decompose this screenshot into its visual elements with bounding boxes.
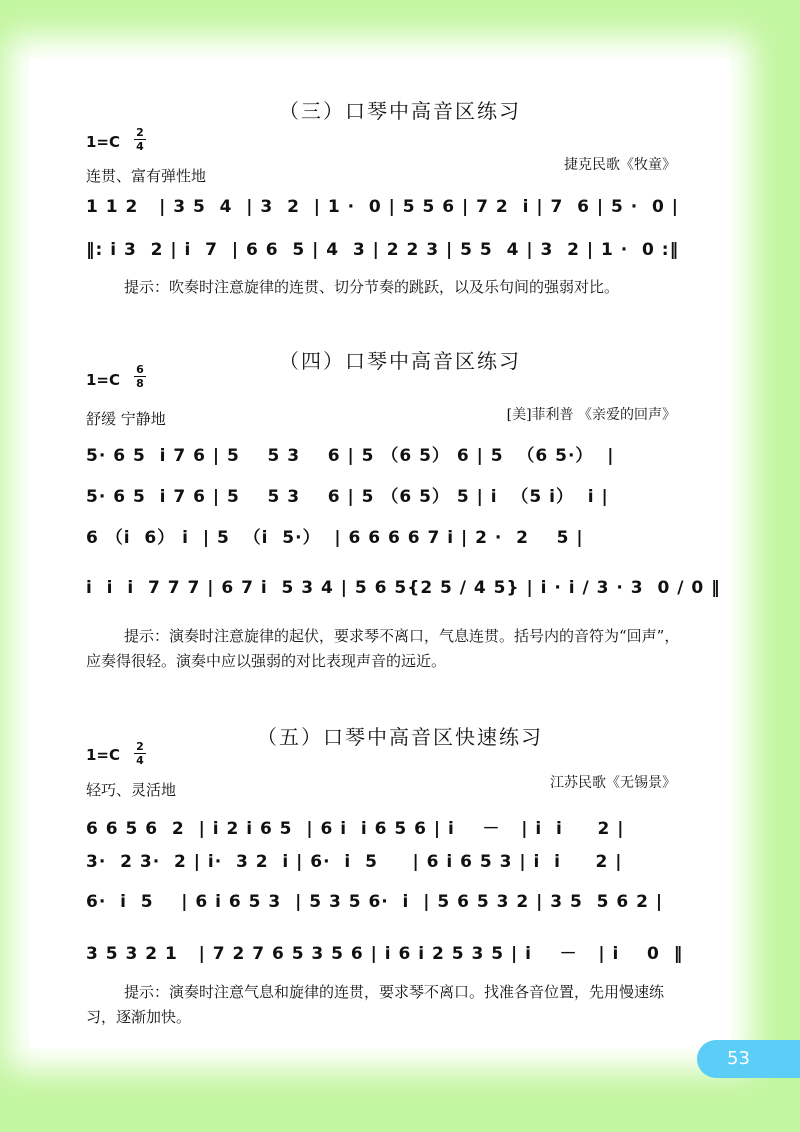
meter-top: 2 xyxy=(136,740,144,753)
tip-text: 提示：吹奏时注意旋律的连贯、切分节奏的跳跃，以及乐句间的强弱对比。 xyxy=(124,278,620,296)
notation-line: i i i 7 7 7 | 6 7 i 5 3 4 | 5 6 5{2 5 / 4 5} | i · i / 3 · 3 0 / 0 ‖ xyxy=(86,578,721,598)
expression-mark: 连贯、富有弹性地 xyxy=(86,167,207,185)
meter-top: 2 xyxy=(136,126,144,139)
section-title-5: （五）口琴中高音区快速练习 xyxy=(257,725,543,749)
notation-line: 5· 6 5 i 7 6 | 5 5 3 6 | 5 （6 5） 5 | i （5 i） i | xyxy=(86,487,609,507)
meter-bottom: 4 xyxy=(136,754,144,767)
key-signature: 1=C xyxy=(86,746,121,764)
time-signature xyxy=(134,364,146,389)
notation-line: 1 1 2 | 3 5 4 | 3 2 | 1 · 0 | 5 5 6 | 7 2 i | 7 6 | 5 · 0 | xyxy=(86,197,679,217)
meter-top: 6 xyxy=(136,363,144,376)
song-source: 江苏民歌《无锡景》 xyxy=(550,775,676,791)
notation-line: ‖: i 3 2 | i 7 | 6 6 5 | 4 3 | 2 2 3 | 5 5 4 | 3 2 | 1 · 0 :‖ xyxy=(86,240,680,260)
song-source: [美]菲利普 《亲爱的回声》 xyxy=(506,407,676,423)
meter-bottom: 4 xyxy=(136,140,144,153)
section-title-4: （四）口琴中高音区练习 xyxy=(279,349,521,373)
song-source: 捷克民歌《牧童》 xyxy=(564,157,676,173)
page-number-badge: 53 xyxy=(697,1040,800,1078)
notation-line: 3 5 3 2 1 | 7 2 7 6 5 3 5 6 | i 6 i 2 5 3 5 | i － | i 0 ‖ xyxy=(86,944,684,964)
notation-line: 6 6 5 6 2 | i 2 i 6 5 | 6 i i 6 5 6 | i － | i i 2 | xyxy=(86,819,625,839)
expression-mark: 轻巧、灵活地 xyxy=(86,781,177,799)
notation-line: 6· i 5 | 6 i 6 5 3 | 5 3 5 6· i | 5 6 5 3 2 | 3 5 5 6 2 | xyxy=(86,892,664,912)
notation-line: 5· 6 5 i 7 6 | 5 5 3 6 | 5 （6 5） 6 | 5 （6 5·） | xyxy=(86,446,615,466)
section-title-3: （三）口琴中高音区练习 xyxy=(279,99,521,123)
time-signature xyxy=(134,127,146,152)
meter-bottom: 8 xyxy=(136,377,144,390)
tip-text: 提示：演奏时注意旋律的起伏，要求琴不离口，气息连贯。括号内的音符为“回声”，应奏得很轻。演奏中应以强弱的对比表现声音的远近。 xyxy=(86,627,680,670)
notation-line: 6 （i 6） i | 5 （i 5·） | 6 6 6 6 7 i | 2 · 2 5 | xyxy=(86,528,584,548)
expression-mark: 舒缓 宁静地 xyxy=(86,410,166,428)
time-signature xyxy=(134,741,146,766)
notation-line: 3· 2 3· 2 | i· 3 2 i | 6· i 5 | 6 i 6 5 3 | i i 2 | xyxy=(86,852,623,872)
tip-text: 提示：演奏时注意气息和旋律的连贯，要求琴不离口。找准各音位置，先用慢速练习，逐渐加快。 xyxy=(86,983,665,1026)
key-signature: 1=C xyxy=(86,133,121,151)
key-signature: 1=C xyxy=(86,371,121,389)
